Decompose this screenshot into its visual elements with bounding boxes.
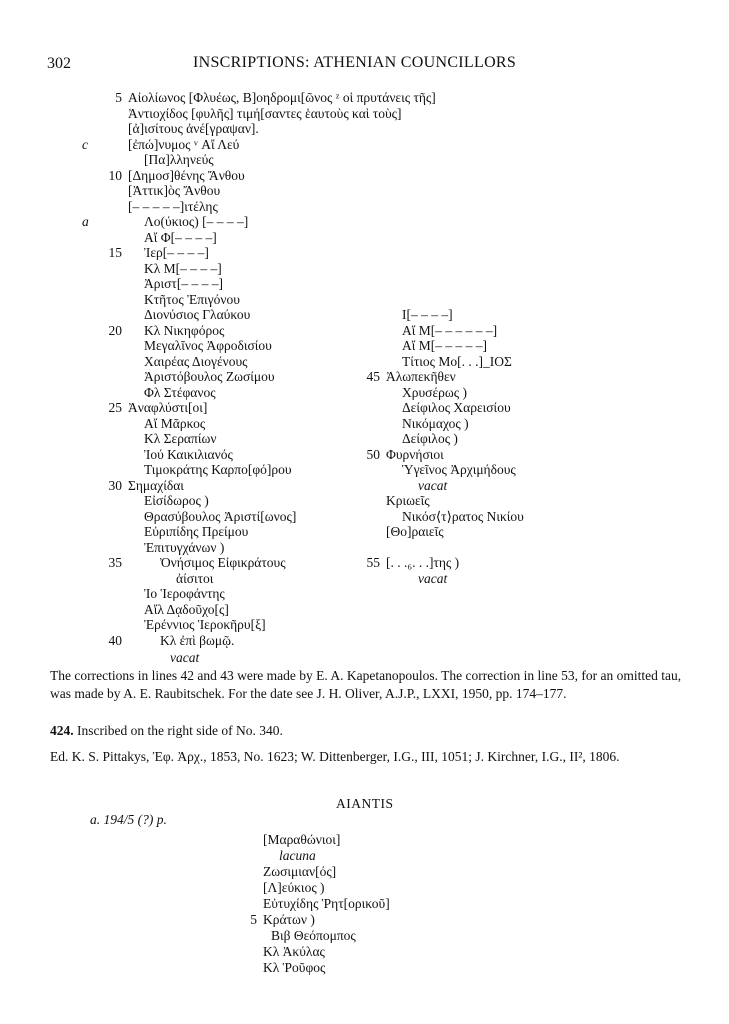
corrections-note: The corrections in lines 42 and 43 were made by E. A. Kapetanopoulos. The correction in line 53, for an omitted tau, was made by A. E. Raubitschek. For the date see J. H. Oliver, A.J.P., LXXI, 1950, pp. 174–177. — [50, 668, 682, 701]
inscription-line: Αἴ Φ[– – – –] — [144, 229, 217, 245]
inscription-line: Κλ ἐπὶ βωμῷ. — [160, 632, 235, 648]
inscription-line: Αἴ Μ[– – – – –] — [402, 338, 488, 353]
inscription-line: ἀίσιτοι — [176, 570, 214, 586]
inscription-line: Ἰο Ἱεροφάντης — [144, 586, 225, 601]
line-number: 30 — [108, 477, 122, 493]
inscription-line: Κλ Μ[– – – –] — [144, 260, 222, 276]
entry-description: Inscribed on the right side of No. 340. — [77, 723, 283, 738]
fragment-label: a — [82, 214, 89, 229]
inscription-line: [– – – – –]ιτέλης — [128, 198, 218, 214]
inscription-line: Ἀριστ[– – – –] — [144, 276, 223, 291]
line-number: 55 — [366, 555, 380, 570]
inscription-line: Ἀλωπεκῆθεν — [386, 369, 456, 384]
line-number: 20 — [108, 322, 122, 338]
inscription-line: Νικόμαχος ) — [402, 415, 469, 431]
inscription-line: Ἀριστόβουλος Ζωσίμου — [144, 369, 275, 384]
left-vacat: vacat — [170, 650, 200, 665]
line-number: 35 — [108, 555, 122, 570]
inscription-line: lacuna — [279, 848, 316, 863]
inscription-line: [Ἀττικ]ὸς Ἄνθου — [128, 183, 221, 198]
inscription-line: Ι[– – – –] — [402, 307, 453, 322]
inscription-line: Ὑγεῖνος Ἀρχιμήδους — [402, 462, 516, 477]
entry-number: 424. — [50, 723, 74, 738]
inscription-line: Αἴ Μ[– – – – – –] — [402, 322, 498, 338]
inscription-line: Κλ Σεραπίων — [144, 431, 217, 446]
line-number: 45 — [366, 369, 380, 384]
inscription-line: Κτῆτος Ἐπιγόνου — [144, 291, 240, 307]
line-number: 5 — [250, 912, 257, 927]
inscription-line: Ζωσιμιαν[ός] — [263, 864, 337, 879]
inscription-line: Φυρνήσιοι — [386, 446, 444, 462]
inscription-line: [Πα]λληνεύς — [144, 152, 214, 167]
entry-line — [50, 722, 690, 740]
inscription-line: Εὐτυχίδης Ῥητ[ορικοῦ] — [263, 896, 390, 911]
section-date: a. 194/5 (?) p. — [90, 812, 167, 827]
inscription-line: Κράτων ) — [263, 912, 315, 927]
inscription-line: [Θο]ραιεῖς — [386, 524, 444, 539]
line-number: 15 — [108, 245, 122, 260]
inscription-line: Τιμοκράτης Καρπο[φό]ρου — [144, 462, 292, 477]
inscription-line: Φλ Στέφανος — [144, 384, 216, 400]
inscription-line: Βιβ Θεόπομπος — [271, 928, 356, 943]
inscription-line: Ἰού Καικιλιανός — [144, 446, 233, 462]
inscription-line: Λο(ύκιος) [– – – –] — [144, 214, 249, 229]
inscription-line: Τίτιος Μο[. . .]_ΙΟΣ — [402, 353, 512, 369]
line-number: 25 — [108, 400, 122, 415]
inscription-line: [. . .₆. . .]της ) — [386, 555, 460, 570]
inscription-line: Κλ Ῥοῦφος — [263, 960, 326, 975]
edition-line: Ed. K. S. Pittakys, Ἐφ. Ἀρχ., 1853, No. 1623; W. Dittenberger, I.G., III, 1051; J. Kirchner, I.G., II², 1806. — [50, 749, 620, 764]
inscription-line: Ἰερ[– – – –] — [144, 245, 209, 260]
inscription-line: Ὀνήσιμος Εἰφικράτους — [160, 555, 286, 570]
inscription-line: Αἰολίωνος [Φλυέως, Β]οηδρομι[ῶνος ᶻ οἱ πρυτάνεις τῆς] — [128, 90, 436, 105]
page-number: 302 — [47, 55, 71, 72]
line-number: 50 — [366, 446, 380, 462]
inscription-line: Κλ Ἀκύλας — [263, 944, 325, 959]
inscription-line: Κριωεῖς — [386, 493, 430, 508]
inscription-line: Κλ Νικηφόρος — [144, 322, 225, 338]
inscription-line: Εὐριπίδης Πρείμου — [144, 524, 249, 539]
inscription-line: Ἀναφλύστι[οι] — [128, 400, 208, 415]
inscription-line: Μεγαλῖνος Ἀφροδισίου — [144, 338, 272, 353]
section-heading: AIANTIS — [336, 796, 394, 811]
inscription-line: [Λ]εύκιος ) — [263, 880, 325, 895]
inscription-line: Διονύσιος Γλαύκου — [144, 307, 251, 322]
inscription-line: [ἀ]ισίτους ἀνέ[γραψαν]. — [128, 121, 259, 136]
inscription-line: [Μαραθώνιοι] — [263, 832, 341, 847]
inscription-line: Δείφιλος Χαρεισίου — [402, 400, 511, 415]
inscription-line: Νικόσ⟨τ⟩ρατος Νικίου — [402, 508, 524, 524]
line-number: 10 — [108, 167, 122, 183]
inscription-line: Σημαχίδαι — [128, 477, 184, 493]
inscription-line: Χρυσέρως ) — [402, 384, 467, 400]
running-title: INSCRIPTIONS: ATHENIAN COUNCILLORS — [193, 54, 517, 71]
inscription-line: [Δημοσ]θένης Ἄνθου — [128, 167, 245, 183]
inscription-line: Θρασύβουλος Ἀριστί[ωνος] — [144, 508, 297, 524]
inscription-line: Ἐρέννιος Ἱεροκῆρυ[ξ] — [144, 617, 266, 632]
inscription-line: Δείφιλος ) — [402, 431, 458, 446]
inscription-line: Ἐπιτυγχάνων ) — [144, 539, 225, 555]
inscription-line: [ἐπώ]νυμος ᵛ Αἴ Λεύ — [128, 136, 240, 152]
inscription-line: Αἴλ Δᾳδοῦχο[ς] — [144, 601, 229, 617]
inscription-line: Εἰσίδωρος ) — [144, 493, 209, 508]
inscription-line: vacat — [418, 570, 448, 586]
inscription-line: vacat — [418, 477, 448, 493]
line-number: 40 — [108, 632, 122, 648]
line-number: 5 — [115, 90, 122, 105]
fragment-label: c — [82, 136, 88, 152]
inscription-line: Χαιρέας Διογένους — [144, 353, 248, 369]
inscription-line: Αἴ Μᾶρκος — [144, 415, 206, 431]
inscription-line: Ἀντιοχίδος [φυλῆς] τιμή[σαντες ἑαυτοὺς καὶ τοὺς] — [128, 105, 402, 121]
